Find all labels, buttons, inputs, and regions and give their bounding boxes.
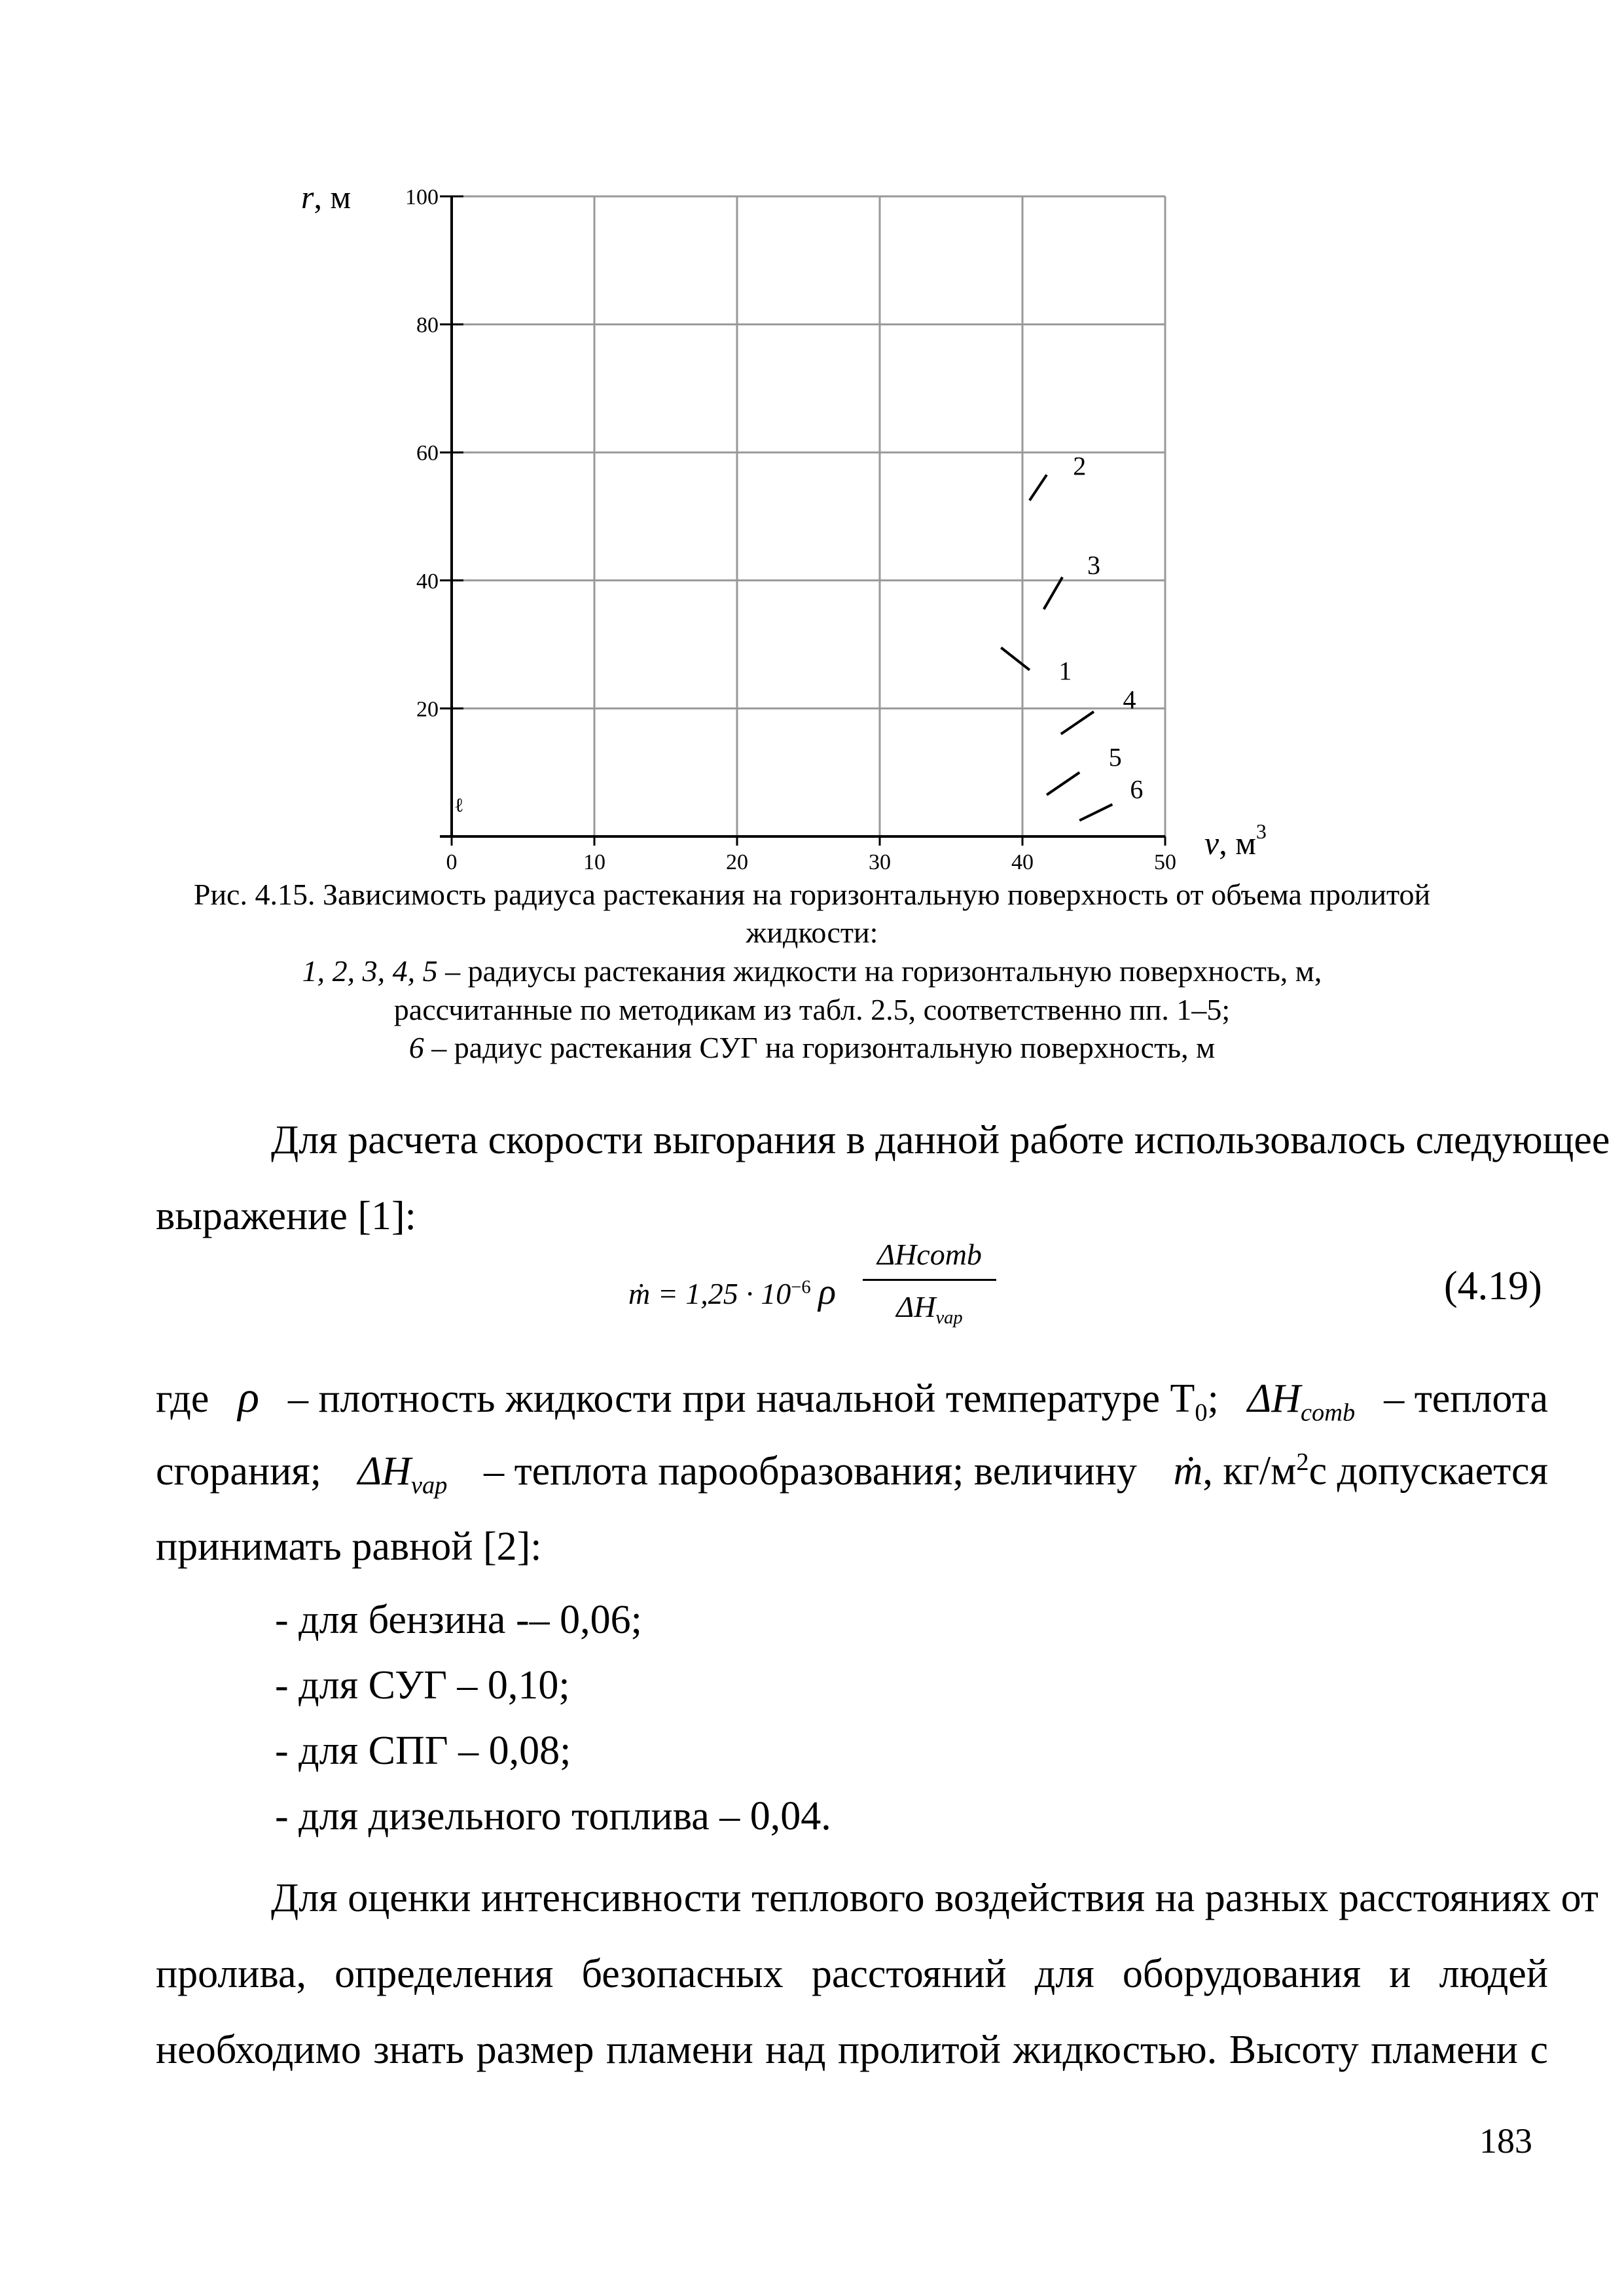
figure-caption-line1: Рис. 4.15. Зависимость радиуса растекания на горизонтальную поверхность от объема пролитой bbox=[193, 878, 1431, 911]
x-tick-label-10: 10 bbox=[583, 850, 605, 874]
series-line-3 bbox=[1044, 577, 1062, 609]
bullet-lng: - для СПГ – 0,08; bbox=[275, 1729, 571, 1773]
paragraph2-line1 bbox=[156, 1371, 1548, 1427]
p2-dh-comb: $\Delta H_{comb}$ bbox=[1247, 1376, 1356, 1427]
p2-where: где bbox=[156, 1376, 209, 1421]
series-label-6: 6 bbox=[1130, 774, 1144, 804]
paragraph3-line3: необходимо знать размер пламени над пролитой жидкостью. Высоту пламени с bbox=[156, 2028, 1548, 2072]
paragraph2-line2 bbox=[156, 1448, 1548, 1499]
chart-series bbox=[1001, 475, 1112, 820]
figure-caption-line3 bbox=[131, 952, 1493, 991]
y-tick-label-60: 60 bbox=[416, 441, 439, 466]
figure-caption-line4: рассчитанные по методикам из табл. 2.5, соответственно пп. 1–5; bbox=[393, 993, 1231, 1026]
p2-combustion: сгорания; bbox=[156, 1448, 322, 1494]
y-tick-label-100: 100 bbox=[405, 185, 439, 209]
paragraph3-line1: Для оценки интенсивности теплового воздействия на разных расстояниях от bbox=[271, 1876, 1598, 1920]
x-tick-label-20: 20 bbox=[726, 850, 748, 874]
bullet-gasoline: - для бензина -– 0,06; bbox=[275, 1598, 642, 1642]
caption-series-numbers: 1, 2, 3, 4, 5 bbox=[302, 954, 438, 988]
eq-rho: ρ bbox=[818, 1272, 836, 1312]
origin-mark: ℓ bbox=[454, 795, 464, 816]
x-tick-label-30: 30 bbox=[869, 850, 891, 874]
series-label-3: 3 bbox=[1087, 550, 1100, 581]
equation-number: (4.19) bbox=[1444, 1264, 1542, 1308]
p2-vaporization-text: – теплота парообразования; величину bbox=[484, 1448, 1137, 1494]
chart-grid bbox=[452, 196, 1165, 836]
paragraph3-line2: пролива, определения безопасных расстояний для оборудования и людей bbox=[156, 1952, 1548, 1996]
x-tick-label-50: 50 bbox=[1154, 850, 1176, 874]
p2-rho: ρ bbox=[238, 1372, 260, 1422]
p2-m-unit: ṁ, $кг/м^2с$ допускается bbox=[1173, 1448, 1548, 1494]
series-label-2: 2 bbox=[1073, 451, 1087, 481]
p2-dh-vap: $\Delta H_{vap}$ bbox=[357, 1448, 448, 1499]
caption-series6-desc: – радиус растекания СУГ на горизонтальную поверхность, м bbox=[424, 1031, 1216, 1064]
figure-caption-line5 bbox=[131, 1028, 1493, 1067]
equation-4-19 bbox=[628, 1237, 982, 1348]
figure-caption-line2: жидкости: bbox=[746, 916, 878, 949]
series-line-6 bbox=[1079, 804, 1112, 820]
y-tick-label-20: 20 bbox=[416, 697, 439, 722]
series-line-5 bbox=[1047, 772, 1079, 795]
y-tick-label-80: 80 bbox=[416, 313, 439, 338]
eq-numerator: ΔHcomb bbox=[877, 1238, 982, 1271]
caption-series-desc: – радиусы растекания жидкости на горизонтальную поверхность, м, bbox=[437, 954, 1322, 988]
eq-denominator: $\Delta H_{vap}$ bbox=[896, 1290, 963, 1329]
page-number: 183 bbox=[1479, 2121, 1532, 2161]
bullet-lpg: - для СУГ – 0,10; bbox=[275, 1663, 570, 1708]
series-line-2 bbox=[1030, 475, 1047, 500]
eq-fraction-bar bbox=[863, 1279, 996, 1281]
y-tick-label-40: 40 bbox=[416, 569, 439, 594]
chart-axes bbox=[440, 196, 1165, 836]
radius-vs-volume-chart bbox=[0, 0, 1624, 877]
chart-ticks bbox=[405, 185, 1176, 874]
series-label-4: 4 bbox=[1123, 685, 1136, 715]
chart-series-labels bbox=[1058, 451, 1143, 804]
y-axis-label: r, м bbox=[301, 179, 352, 215]
paragraph1-line1: Для расчета скорости выгорания в данной работе использовалось следующее bbox=[271, 1118, 1610, 1162]
x-tick-label-40: 40 bbox=[1011, 850, 1034, 874]
eq-exponent: −6 bbox=[791, 1277, 811, 1298]
series-label-1: 1 bbox=[1058, 656, 1072, 686]
paragraph2-line3: принимать равной [2]: bbox=[156, 1524, 542, 1569]
series-line-1 bbox=[1001, 647, 1030, 670]
paragraph1-line2: выражение [1]: bbox=[156, 1194, 416, 1238]
bullet-diesel: - для дизельного топлива – 0,04. bbox=[275, 1794, 831, 1839]
series-label-5: 5 bbox=[1108, 742, 1122, 772]
series-line-4 bbox=[1061, 711, 1094, 734]
eq-lhs: ṁ = 1,25 · 10 bbox=[628, 1277, 791, 1310]
caption-series6-number: 6 bbox=[408, 1031, 424, 1064]
x-tick-label-0: 0 bbox=[446, 850, 458, 874]
p2-density-text: – плотность жидкости при начальной температуре $Т_0$; bbox=[287, 1376, 1219, 1427]
x-axis-label: v, $м^3$ bbox=[1204, 819, 1267, 861]
p2-heat-text: – теплота bbox=[1384, 1376, 1548, 1421]
